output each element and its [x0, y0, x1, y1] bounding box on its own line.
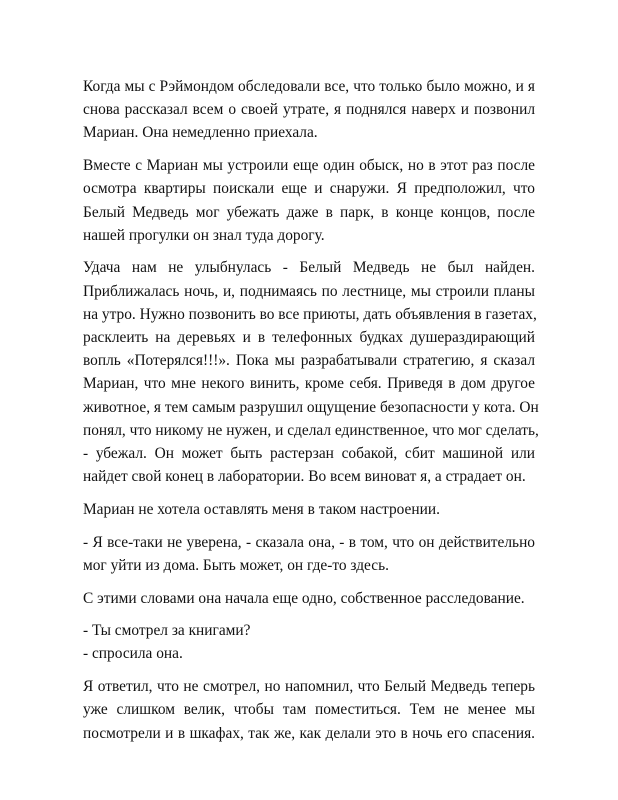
text-line: Белый Медведь мог убежать даже в парк, в конце концов, после — [83, 203, 535, 221]
text-line: осмотра квартиры поискали еще и снаружи. Я предположил, что — [83, 180, 535, 198]
text-line: найдет свой конец в лаборатории. Во всем виноват я, а страдает он. — [83, 468, 526, 486]
paragraph-4 — [83, 498, 535, 521]
text-line: Вместе с Мариан мы устроили еще один обыск, но в этот раз после — [83, 157, 535, 175]
paragraph-5 — [83, 531, 535, 577]
text-line: Я ответил, что не смотрел, но напомнил, что Белый Медведь теперь — [83, 678, 535, 696]
paragraph-3 — [83, 256, 539, 488]
paragraph-6 — [83, 587, 535, 610]
text-line: расклеить на деревьях и в телефонных будках душераздирающий — [83, 329, 535, 347]
paragraph-2 — [83, 154, 535, 247]
text-line: нашей прогулки он знал туда дорогу. — [83, 226, 325, 244]
text-line: С этими словами она начала еще одно, собственное расследование. — [83, 589, 525, 607]
document-page — [83, 75, 539, 754]
text-line: понял, что никому не нужен, и сделал единственное, что мог сделать, — [83, 421, 539, 439]
paragraph-9 — [83, 675, 535, 745]
text-line: на утро. Нужно позвонить во все приюты, дать объявления в газетах, — [83, 305, 537, 323]
text-line: - спросила она. — [83, 645, 183, 663]
text-line: Мариан не хотела оставлять меня в таком настроении. — [83, 500, 440, 518]
text-line: Мариан. Она немедленно приехала. — [83, 124, 318, 142]
paragraph-1 — [83, 75, 535, 145]
text-line: уже слишком велик, чтобы там поместиться. Тем не менее мы — [83, 701, 535, 719]
text-line: Приближалась ночь, и, поднимаясь по лестнице, мы строили планы — [83, 282, 535, 300]
paragraph-8 — [83, 642, 535, 665]
text-line: животное, я тем самым разрушил ощущение безопасности у кота. Он — [83, 398, 539, 416]
text-line: Удача нам не улыбнулась - Белый Медведь не был найден. — [83, 259, 535, 277]
text-line: Мариан, что мне некого винить, кроме себя. Приведя в дом другое — [83, 375, 535, 393]
text-line: посмотрели и в шкафах, так же, как делали это в ночь его спасения. — [83, 724, 535, 742]
text-line: снова рассказал всем о своей утрате, я поднялся наверх и позвонил — [83, 101, 535, 119]
text-line: мог уйти из дома. Быть может, он где-то здесь. — [83, 556, 389, 574]
text-line: - Ты смотрел за книгами? — [83, 622, 251, 640]
text-line: - убежал. Он может быть растерзан собакой, сбит машиной или — [83, 445, 535, 463]
text-line: Когда мы с Рэймондом обследовали все, что только было можно, и я — [83, 78, 535, 95]
text-line: вопль «Потерялся!!!». Пока мы разрабатывали стратегию, я сказал — [83, 352, 535, 370]
paragraph-7 — [83, 619, 535, 642]
text-line: - Я все-таки не уверена, - сказала она, - в том, что он действительно — [83, 533, 535, 551]
